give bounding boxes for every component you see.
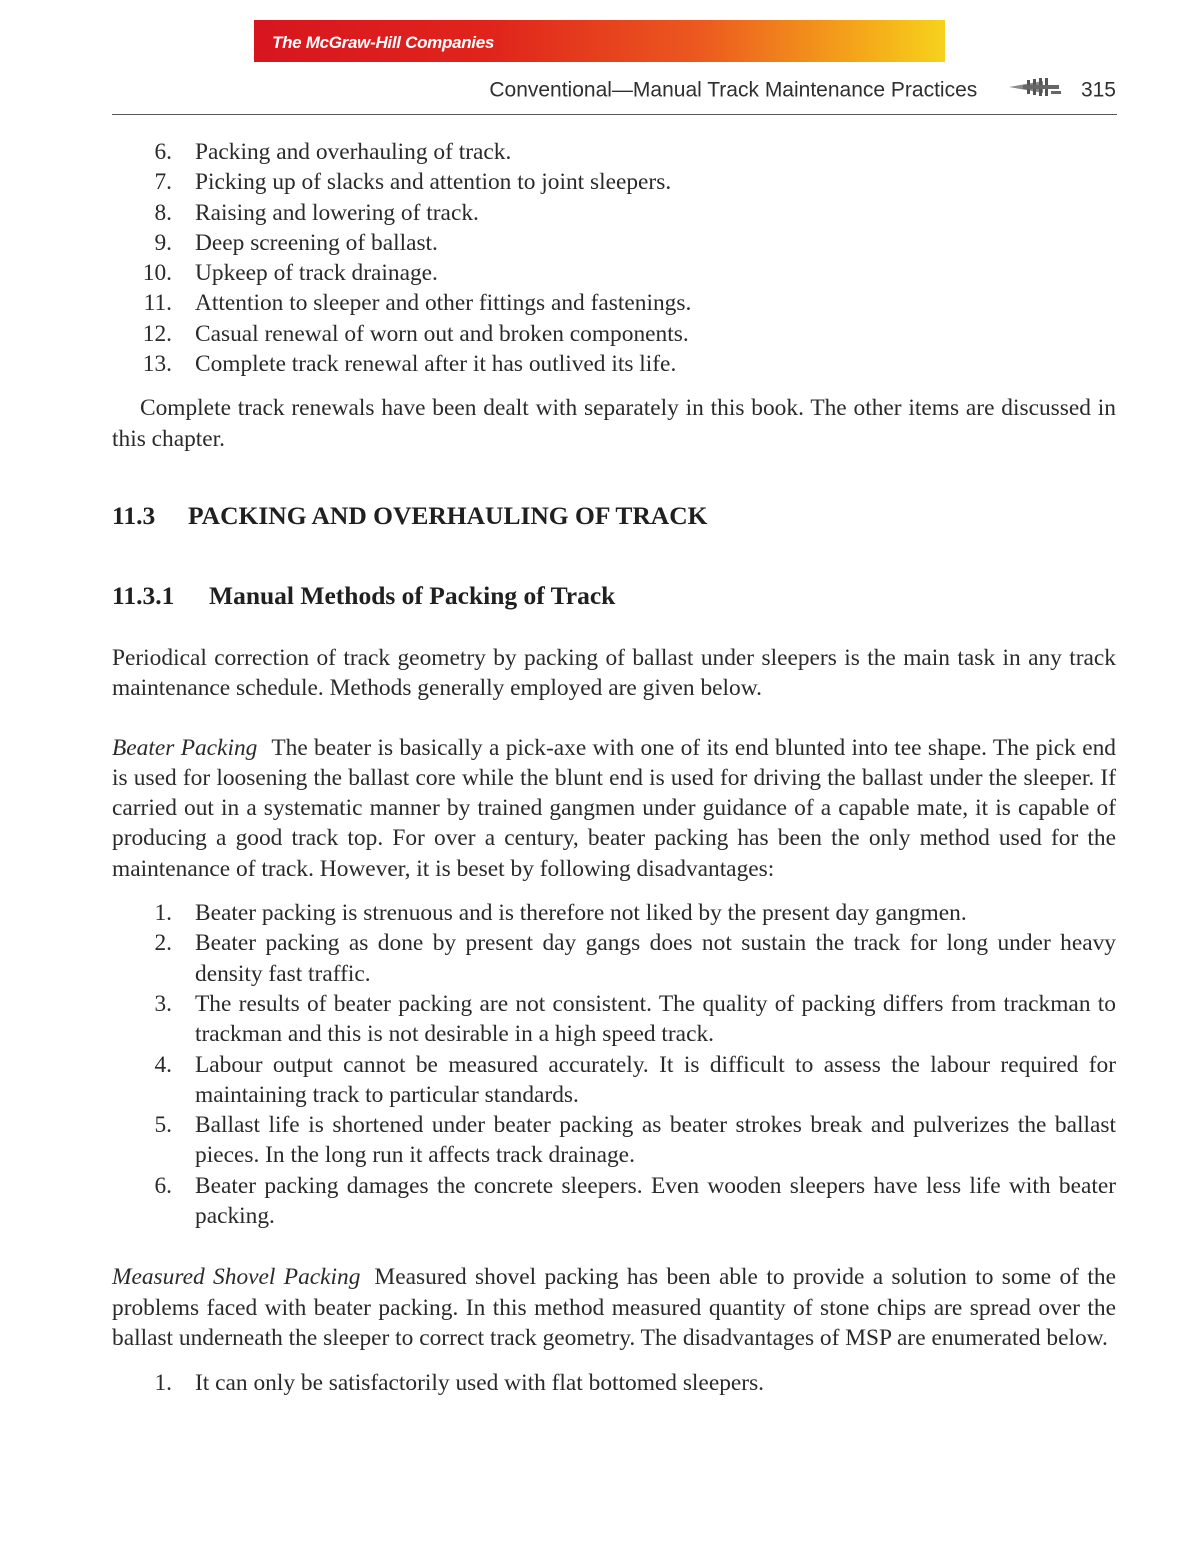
runin-heading: Measured Shovel Packing — [112, 1264, 361, 1291]
page-number: 315 — [1080, 78, 1116, 102]
runin-heading: Beater Packing — [112, 734, 258, 761]
publisher-name: The McGraw-Hill Companies — [272, 33, 495, 52]
list-item: 9. Deep screening of ballast. — [154, 229, 438, 256]
section-title: PACKING AND OVERHAULING OF TRACK — [188, 500, 708, 530]
paragraph-beater-packing — [112, 733, 1116, 884]
paragraph-intro: Periodical correction of track geometry by packing of ballast under sleepers is the main task in any track maintenance schedule. Methods generally employed are given below. — [112, 644, 1116, 702]
section-heading — [112, 501, 1116, 531]
publisher-logo — [272, 33, 494, 53]
header-rule — [112, 114, 1117, 115]
running-title: Conventional—Manual Track Maintenance Practices — [489, 78, 978, 102]
list-item: 1. Beater packing is strenuous and is therefore not liked by the present day gangmen. — [154, 900, 967, 927]
maintenance-items-list — [112, 137, 1116, 379]
subsection-heading — [112, 581, 1116, 611]
list-item: 11. Attention to sleeper and other fittings and fastenings. — [143, 290, 692, 317]
publisher-banner — [254, 20, 945, 62]
msp-disadvantages-list — [112, 1368, 1116, 1398]
subsection-title: Manual Methods of Packing of Track — [209, 580, 616, 610]
list-item: 8. Raising and lowering of track. — [154, 199, 479, 226]
list-item: 1. It can only be satisfactorily used with flat bottomed sleepers. — [154, 1370, 765, 1397]
page-body — [112, 137, 1116, 1399]
list-item: 2. Beater packing as done by present day gangs does not sustain the track for long under heavy density fast traffic. — [154, 930, 1116, 987]
beater-disadvantages-list — [112, 898, 1116, 1231]
list-item: 7. Picking up of slacks and attention to joint sleepers. — [154, 169, 672, 196]
list-item: 12. Casual renewal of worn out and broken components. — [142, 320, 689, 347]
running-head — [0, 78, 1116, 108]
section-number: 11.3 — [112, 500, 156, 530]
list-item: 13. Complete track renewal after it has outlived its life. — [142, 351, 677, 378]
paragraph-text: Measured shovel packing has been able to provide a solution to some of the problems faced with beater packing. In this method measured quantity of stone chips are spread over the ballast underneath the sleeper to correct track geometry. The disadvantages of MSP are enumerated below. — [112, 1264, 1117, 1351]
paragraph-text: The beater is basically a pick-axe with one of its end blunted into tee shape. The pick end is used for loosening the ballast core while the blunt end is used for driving the ballast under the sleeper. If carried out in a systematic manner by trained gangmen under guidance of a capable mate, it is capable of producing a good track top. For over a century, beater packing has been the only method used for the maintenance of track. However, it is beset by following disadvantages: — [112, 734, 1116, 882]
rail-track-icon — [1009, 78, 1061, 102]
paragraph-measured-shovel-packing — [112, 1262, 1116, 1353]
subsection-number: 11.3.1 — [112, 580, 175, 610]
list-item: 10. Upkeep of track drainage. — [142, 260, 438, 287]
list-item: 6. Packing and overhauling of track. — [154, 139, 512, 165]
list-item: 3. The results of beater packing are not consistent. The quality of packing differs from trackman to trackman and this is not desirable in a high speed track. — [154, 990, 1116, 1048]
paragraph-renewals: Complete track renewals have been dealt with separately in this book. The other items are discussed in this chapter. — [112, 395, 1116, 452]
list-item: 4. Labour output cannot be measured accurately. It is difficult to assess the labour required for maintaining track to particular standards. — [154, 1051, 1116, 1108]
list-item: 5. Ballast life is shortened under beater packing as beater strokes break and pulverizes the ballast pieces. In the long run it affects track drainage. — [154, 1112, 1116, 1169]
list-item: 6. Beater packing damages the concrete sleepers. Even wooden sleepers have less life with beater packing. — [154, 1172, 1116, 1230]
